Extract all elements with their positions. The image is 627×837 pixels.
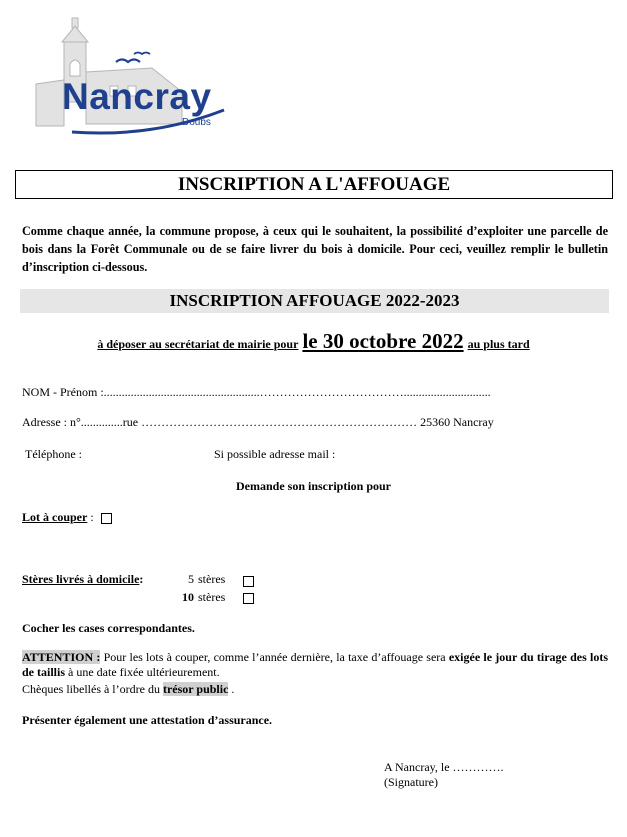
deadline-prefix: à déposer au secrétariat de mairie pour <box>97 337 299 351</box>
deadline-date: le 30 octobre 2022 <box>302 329 464 353</box>
attention-label: ATTENTION : <box>22 650 101 664</box>
request-line: Demande son inscription pour <box>235 479 392 493</box>
section-title: INSCRIPTION AFFOUAGE 2022-2023 <box>20 289 609 313</box>
stere-unit: stères <box>198 572 226 586</box>
stere-unit: stères <box>198 590 226 604</box>
lot-colon: : <box>87 510 94 524</box>
nancray-logo <box>32 14 228 144</box>
cheques-suffix: . <box>231 682 235 696</box>
attention-text-bold: exigée le jour du tirage des lots de taillis <box>22 650 608 679</box>
stere-qty: 10 <box>182 590 194 604</box>
email-field[interactable]: Si possible adresse mail : <box>214 447 336 461</box>
steres-label: Stères livrés à domicile <box>22 572 140 586</box>
steres-label-row <box>22 572 143 587</box>
stere-5-checkbox[interactable] <box>243 576 254 587</box>
lot-checkbox[interactable] <box>101 513 112 524</box>
signature-place-date: A Nancray, le …………. <box>384 760 504 774</box>
phone-field[interactable]: Téléphone : <box>25 447 82 461</box>
attention-text-2: à une date fixée ultérieurement. <box>68 665 220 679</box>
stere-qty: 5 <box>188 572 194 586</box>
signature-label: (Signature) <box>384 775 438 789</box>
logo-name: Nancray <box>62 76 212 117</box>
logo-subtitle: Doubs <box>182 117 211 128</box>
attention-block <box>22 650 608 680</box>
intro-paragraph: Comme chaque année, la commune propose, à ceux qui le souhaitent, la possibilité d’exploiter une parcelle de bois dans la Forêt Communale ou de se faire livrer du bois à domicile. Pour ceci, veuillez remplir le bulletin d’inscription ci-dessous. <box>22 224 608 274</box>
name-field[interactable]: NOM - Prénom :....................................................………………………………............................. <box>22 385 491 399</box>
deadline-line <box>0 329 627 354</box>
deadline-suffix: au plus tard <box>467 337 530 351</box>
address-field[interactable]: Adresse : n°..............rue …………………………………………………………… 25360 Nancray <box>22 415 494 429</box>
check-instruction: Cocher les cases correspondantes. <box>22 621 195 635</box>
lot-label: Lot à couper <box>22 510 88 524</box>
cheques-line <box>22 682 234 697</box>
insurance-note: Présenter également une attestation d’assurance. <box>22 713 273 727</box>
page-title: INSCRIPTION A L'AFFOUAGE <box>15 170 613 199</box>
cheques-payee: trésor public <box>162 682 229 696</box>
attention-text-1: Pour les lots à couper, comme l’année dernière, la taxe d’affouage sera <box>103 650 446 664</box>
lot-row <box>22 510 112 525</box>
stere-10-checkbox[interactable] <box>243 593 254 604</box>
cheques-prefix: Chèques libellés à l’ordre du <box>22 682 160 696</box>
steres-colon: : <box>139 572 144 586</box>
